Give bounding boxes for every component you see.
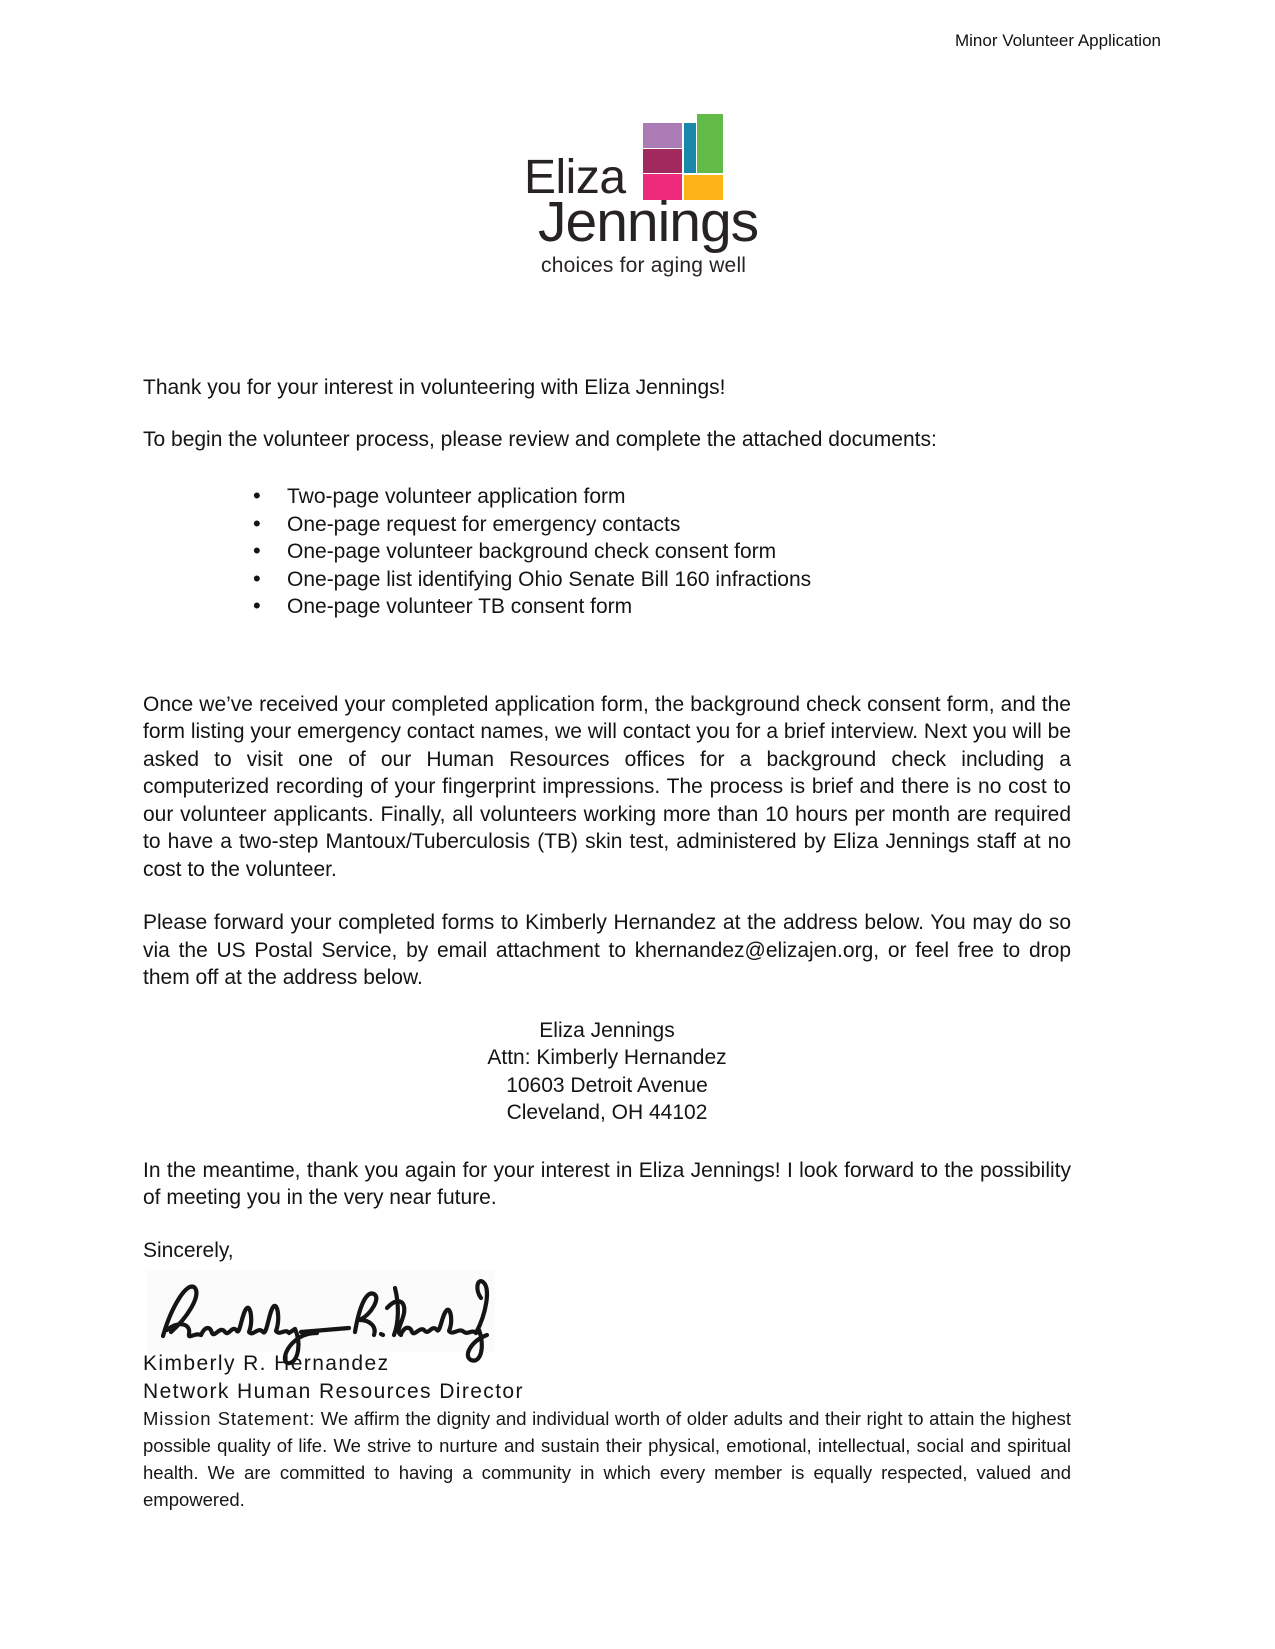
signature-area [143, 1264, 1071, 1350]
forward-paragraph [143, 909, 1071, 992]
attachment-item: • One-page list identifying Ohio Senate Bill 160 infractions [143, 566, 1071, 594]
logo-tile-maroon [643, 149, 682, 173]
signature-title: Network Human Resources Director [143, 1379, 524, 1403]
process-paragraph: Once we’ve received your completed application form, the background check consent form, and the form listing your emergency contact names, we will contact you for a brief interview. Next you will be asked to visit one of our Human Resources offices for a background check including a computerized recording of your fingerprint impressions. The process is brief and there is no cost to our volunteer applicants. Finally, all volunteers working more than 10 hours per month are required to have a two-step Mantoux/Tuberculosis (TB) skin test, administered by Eliza Jennings staff at no cost to the volunteer. [143, 692, 1071, 881]
attachment-item: • Two-page volunteer application form [143, 483, 1071, 511]
letter-body [143, 374, 1071, 1513]
mission-statement [143, 1405, 1071, 1513]
address-line: Attn: Kimberly Hernandez [487, 1046, 727, 1069]
logo-tile-green [697, 114, 723, 173]
address-line: Eliza Jennings [539, 1018, 675, 1042]
logo-tile-teal [684, 123, 696, 173]
attachment-item: • One-page volunteer background check consent form [143, 538, 1071, 566]
mission-text: We affirm the dignity and individual worth of older adults and their right to attain the highest possible quality of life. We strive to nurture and sustain their physical, emotional, intellectual, social and spiritual health. We are committed to having a community in which every member is equally respected, valued and empowered. [143, 1408, 1071, 1510]
valediction: Sincerely, [143, 1238, 234, 1262]
address-line: 10603 Detroit Avenue [506, 1073, 708, 1097]
email-address: khernandez@elizajen.org [634, 938, 874, 962]
address-line: Cleveland, OH 44102 [506, 1101, 708, 1124]
signature-name: Kimberly R. Hernandez [143, 1352, 390, 1375]
mailing-address [143, 1017, 1071, 1127]
logo-text-jennings: Jennings [538, 190, 759, 254]
logo-tile-lavender [643, 123, 682, 148]
intro-paragraph: Thank you for your interest in volunteering with Eliza Jennings! [143, 376, 726, 399]
forward-text-after: , or feel free to drop them off at the address below. [143, 938, 1071, 989]
eliza-jennings-logo [0, 114, 1275, 278]
logo-mark-icon [643, 114, 723, 201]
closing-paragraph: In the meantime, thank you again for your interest in Eliza Jennings! I look forward to the possibility of meeting you in the very near future. [143, 1158, 1071, 1209]
mission-label: Mission Statement: [143, 1408, 316, 1429]
attachment-item: • One-page request for emergency contacts [143, 511, 1071, 539]
logo-text-eliza: Eliza [524, 151, 626, 204]
attachment-list [143, 483, 1071, 621]
attachment-item: • One-page volunteer TB consent form [143, 593, 1071, 621]
document-title: Minor Volunteer Application [954, 31, 1161, 50]
instruction-paragraph: To begin the volunteer process, please review and complete the attached documents: [143, 427, 937, 451]
forward-text-before: Please forward your completed forms to Kimberly Hernandez at the address below. You may do so via the US Postal Service, by email attachment to [143, 911, 1071, 962]
signature-image [149, 1256, 499, 1391]
logo-tagline: choices for aging well [541, 254, 747, 277]
